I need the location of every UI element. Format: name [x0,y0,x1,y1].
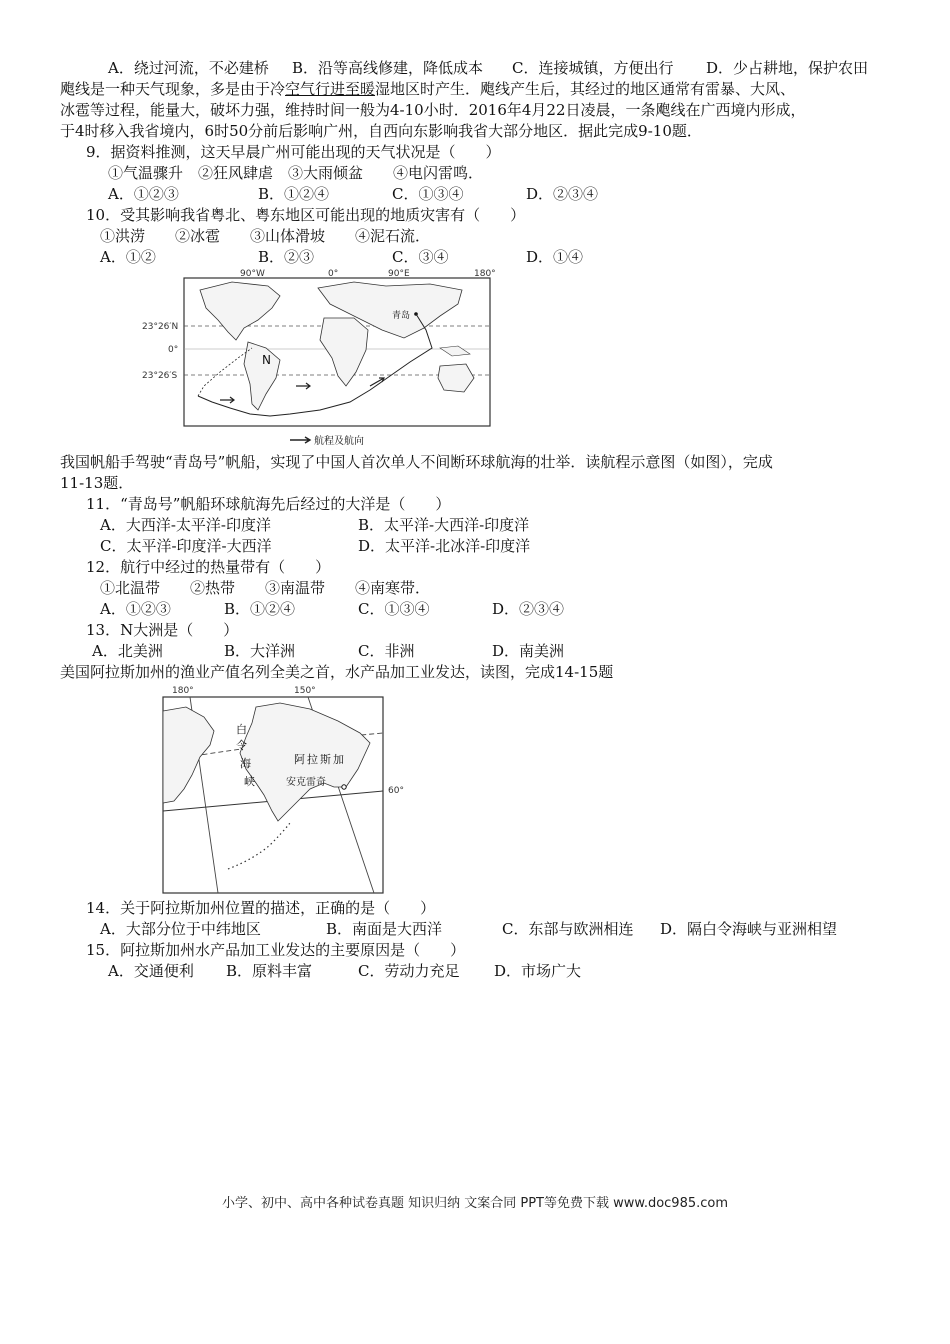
lon-label-180: 180° [172,686,194,696]
lon-label-0: 0° [328,269,339,279]
q10-option-b: B．②③ [258,248,315,266]
q9-stem: 9．据资料推测，这天早晨广州可能出现的天气状况是（ ） [86,143,501,161]
q14-option-a: A．大部分位于中纬地区 [100,920,261,938]
voyage-intro-line-1: 我国帆船手驾驶“青岛号”帆船，实现了中国人首次单人不间断环球航海的壮举．读航程示意图（如图），完成 [60,453,773,471]
q14-option-c: C．东部与欧洲相连 [502,920,634,938]
q12-option-d: D．②③④ [492,600,565,618]
voyage-intro-line-2: 11-13题． [60,474,134,492]
lat-label-60: 60° [388,786,404,796]
world-voyage-map [140,268,500,452]
lat-label-tropic-n: 23°26′N [142,322,179,332]
squall-intro-line-1: 飑线是一种天气现象，多是由于冷空气行进至暖湿地区时产生．飑线产生后，其经过的地区通常有雷暴、大风、 [60,80,796,98]
q10-option-c: C．③④ [392,248,449,266]
lat-label-tropic-s: 23°26′S [142,371,178,381]
q14-option-d: D．隔白令海峡与亚洲相望 [660,920,838,938]
q15-option-a: A．交通便利 [108,962,194,980]
q8-option-d: D．少占耕地，保护农田 [706,59,869,77]
continent-n-label: N [262,353,271,367]
q11-option-a: A．大西洋-太平洋-印度洋 [100,516,271,534]
alaska-map [160,683,404,895]
q14-stem: 14．关于阿拉斯加州位置的描述，正确的是（ ） [86,899,436,917]
q11-option-c: C．太平洋-印度洋-大西洋 [100,537,272,555]
page-footer: 小学、初中、高中各种试卷真题 知识归纳 文案合同 PPT等免费下载 www.doc985.com [221,1196,729,1211]
lat-label-equator: 0° [168,345,179,355]
qingdao-label: 青岛 [392,311,411,321]
q15-option-d: D．市场广大 [494,962,582,980]
q10-items: ①洪涝 ②冰雹 ③山体滑坡 ④泥石流． [100,227,431,245]
squall-intro-line-3: 于4时移入我省境内，6时50分前后影响广州，自西向东影响我省大部分地区．据此完成9-10题． [60,122,702,140]
q8-option-a: A．绕过河流，不必建桥 [108,59,269,77]
legend-arrow-icon [290,437,310,443]
q11-option-b: B．太平洋-大西洋-印度洋 [358,516,530,534]
squall-intro-line-2: 冰雹等过程，能量大，破坏力强，维持时间一般为4-10小时．2016年4月22日凌晨，一条飑线在广西境内形成， [60,101,806,119]
q8-option-b: B．沿等高线修建，降低成本 [292,59,484,77]
q10-option-d: D．①④ [526,248,584,266]
anchorage-point [342,785,346,789]
q14-option-b: B．南面是大西洋 [326,920,443,938]
q11-stem: 11．“青岛号”帆船环球航海先后经过的大洋是（ ） [86,495,451,513]
q12-option-a: A．①②③ [100,600,171,618]
q15-option-c: C．劳动力充足 [358,962,460,980]
lon-label-150: 150° [294,686,316,696]
q11-option-d: D．太平洋-北冰洋-印度洋 [358,537,531,555]
alaska-intro: 美国阿拉斯加州的渔业产值名列全美之首，水产品加工业发达，读图，完成14-15题 [60,663,614,681]
legend-label: 航程及航向 [314,436,364,447]
lon-label-180: 180° [474,269,496,279]
q12-option-c: C．①③④ [358,600,430,618]
q12-option-b: B．①②④ [224,600,296,618]
q10-option-a: A．①② [100,248,156,266]
q12-items: ①北温带 ②热带 ③南温带 ④南寒带． [100,579,431,597]
alaska-state-label: 阿拉斯加 [294,753,346,766]
q13-option-b: B．大洋洲 [224,642,296,660]
underlined-phrase: 空气行进至暖 [285,80,376,98]
strait-char-2: 令 [236,739,247,752]
lon-label-90w: 90°W [240,269,265,279]
q9-option-a: A．①②③ [108,185,179,203]
q13-option-a: A．北美洲 [92,642,163,660]
q10-stem: 10．受其影响我省粤北、粤东地区可能出现的地质灾害有（ ） [86,206,526,224]
q13-option-c: C．非洲 [358,642,415,660]
strait-char-1: 白 [236,723,247,736]
q9-items: ①气温骤升 ②狂风肆虐 ③大雨倾盆 ④电闪雷鸣． [108,164,484,182]
lon-label-90e: 90°E [388,269,410,279]
q13-stem: 13．N大洲是（ ） [86,621,239,639]
q12-stem: 12．航行中经过的热量带有（ ） [86,558,331,576]
anchorage-label: 安克雷奇 [286,777,326,788]
strait-char-3: 海 [240,757,251,770]
q9-option-d: D．②③④ [526,185,599,203]
q8-option-c: C．连接城镇，方便出行 [512,59,674,77]
q13-option-d: D．南美洲 [492,642,565,660]
q15-option-b: B．原料丰富 [226,962,313,980]
q9-option-b: B．①②④ [258,185,330,203]
strait-char-4: 峡 [244,775,255,788]
q9-option-c: C．①③④ [392,185,464,203]
q15-stem: 15．阿拉斯加州水产品加工业发达的主要原因是（ ） [86,941,466,959]
